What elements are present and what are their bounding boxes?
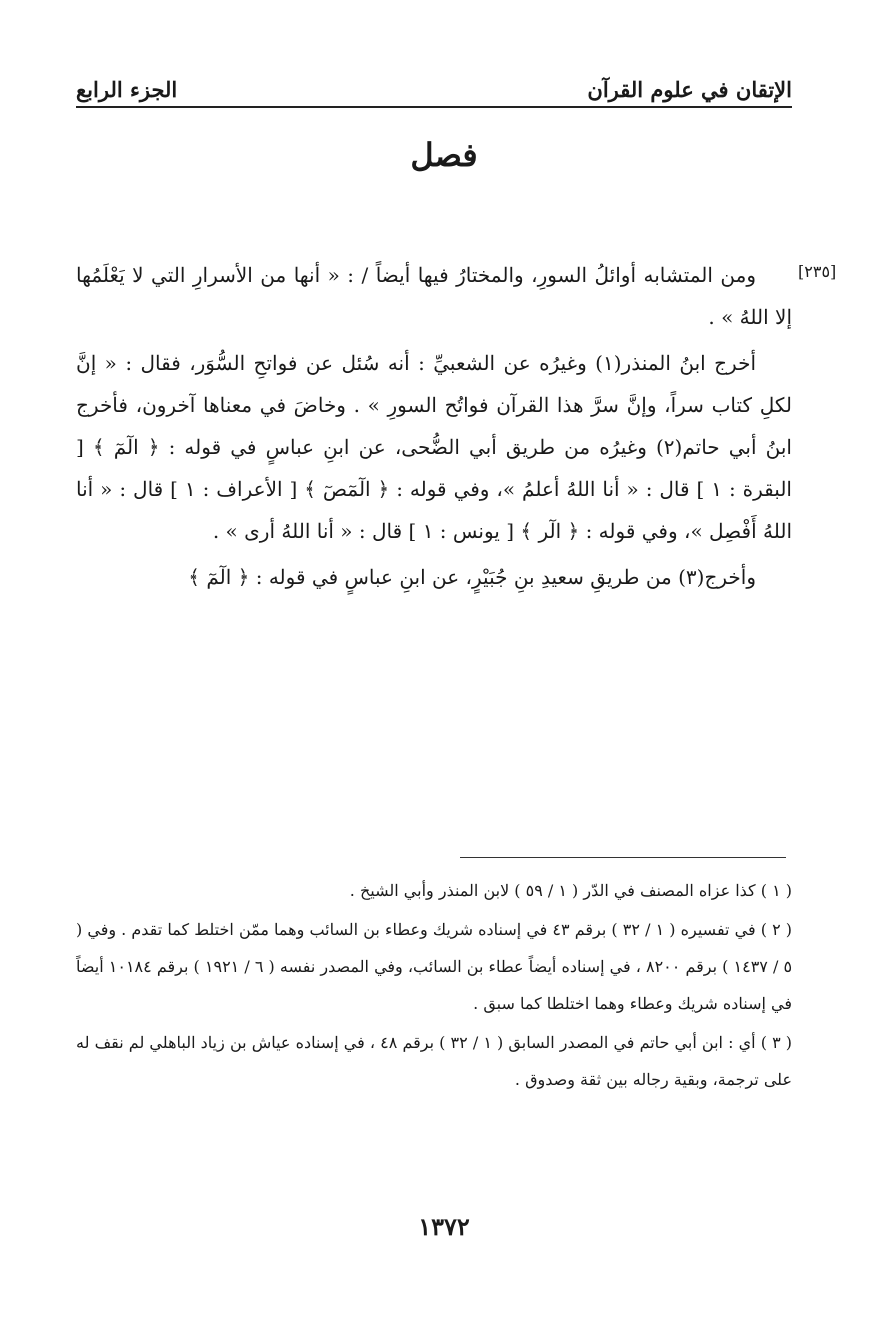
main-text [76, 254, 792, 602]
running-header [76, 62, 792, 108]
footnote: ( ١ ) كذا عزاه المصنف في الدّر ( ١ / ٥٩ ) لابن المنذر وأبي الشيخ . [349, 881, 792, 900]
paragraph: ومن المتشابه أوائلُ السورِ، والمختارُ فيها أيضاً / : « أنها من الأسرارِ التي لا يَعْلَمُها إلا اللهُ » . [76, 263, 792, 329]
paragraph: أخرج ابنُ المنذر(١) وغيرُه عن الشعبيِّ : أنه سُئل عن فواتحِ السُّوَر، فقال : « إنَّ لكلِ كتاب سراً، وإنَّ سرَّ هذا القرآن فواتُح السورِ » . وخاضَ في معناها آخرون، فأخرج ابنُ أبي حاتم(٢) وغيرُه من طريق أبي الضُّحى، عن ابنِ عباسٍ في قوله : ﴿ الٓمٓ ﴾ [ البقرة : ١ ] قال : « أنا اللهُ أعلمُ »، وفي قوله : ﴿ الٓمٓصٓ ﴾ [ الأعراف : ١ ] قال : « أنا اللهُ أَفْصِل »، وفي قوله : ﴿ الٓر ﴾ [ يونس : ١ ] قال : « أنا اللهُ أرى » . [76, 351, 792, 543]
page-number: ١٣٧٢ [418, 1212, 470, 1241]
book-title: الإتقان في علوم القرآن [587, 76, 792, 102]
paragraph: وأخرج(٣) من طريقِ سعيدِ بنِ جُبَيْرٍ، عن ابنِ عباسٍ في قوله : ﴿ الٓمٓ ﴾ [188, 565, 756, 589]
margin-page-reference: [٢٣٥] [798, 262, 837, 281]
footnote: ( ٣ ) أي : ابن أبي حاتم في المصدر السابق ( ١ / ٣٢ ) برقم ٤٨ ، في إسناده عياش بن زياد الباهلي لم نقف له على ترجمة، وبقية رجاله بين ثقة وصدوق . [76, 1033, 793, 1089]
footnotes [76, 872, 792, 1100]
volume-label: الجزء الرابع [76, 76, 178, 102]
footnote: ( ٢ ) في تفسيره ( ١ / ٣٢ ) برقم ٤٣ في إسناده شريك وعطاء بن السائب وهما ممّن اختلط كما تقدم . وفي ( ٥ / ١٤٣٧ ) برقم ٨٢٠٠ ، في إسناده أيضاً عطاء بن السائب، وفي المصدر نفسه ( ٦ / ١٩٢١ ) برقم ١٠١٨٤ أيضاً في إسناده شريك وعطاء وهما اختلطا كما سبق . [76, 920, 793, 1013]
footnote-separator [460, 857, 786, 858]
section-title: فصل [410, 136, 478, 174]
